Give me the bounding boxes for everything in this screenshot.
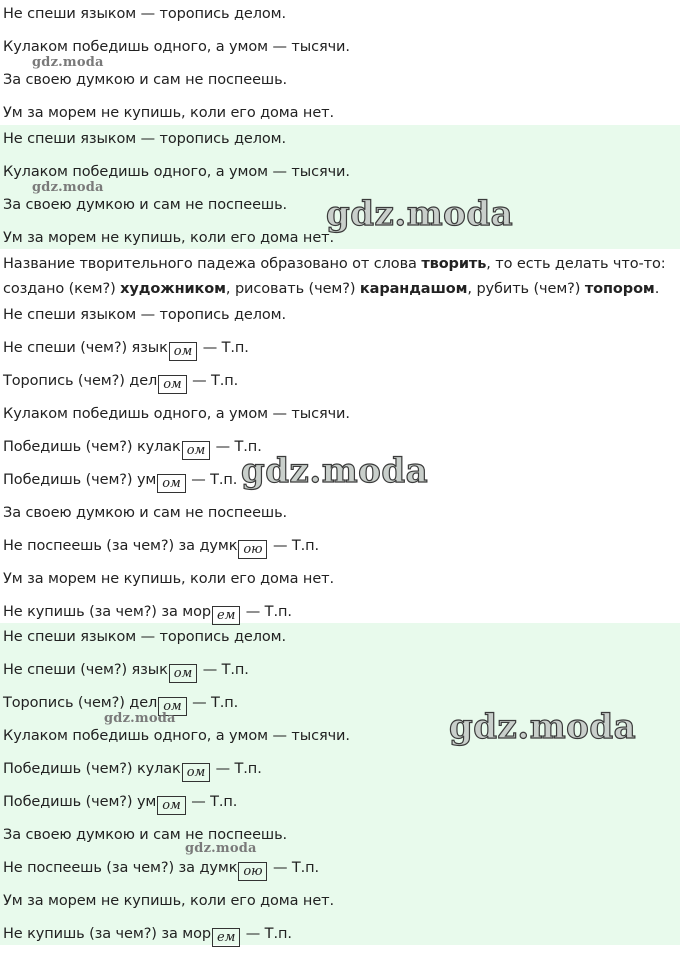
analysis-line: Торопись (чем?) дел ом — Т.п. [3, 695, 239, 714]
watermark-large: gdz.moda [449, 707, 637, 747]
ending-box: ом [158, 697, 186, 716]
ending-box: ом [157, 474, 185, 493]
proverb-line: За своею думкою и сам не поспеешь. [3, 72, 288, 88]
analysis-line: Победишь (чем?) кулак ом — Т.п. [3, 439, 262, 458]
proverb-line: Кулаком победишь одного, а умом — тысячи. [3, 406, 350, 422]
analysis-line: Не спеши (чем?) язык ом — Т.п. [3, 662, 249, 681]
ending-box: ом [157, 796, 185, 815]
ending-box: ом [182, 763, 210, 782]
proverb-line: Ум за морем не купишь, коли его дома нет. [3, 230, 334, 246]
ending-box: ом [169, 342, 197, 361]
analysis-line: Торопись (чем?) дел ом — Т.п. [3, 373, 239, 392]
proverb-line: За своею думкою и сам не поспеешь. [3, 827, 288, 843]
analysis-line: Победишь (чем?) ум ом — Т.п. [3, 472, 238, 491]
proverb-line: Ум за морем не купишь, коли его дома нет. [3, 571, 334, 587]
proverb-line: Не спеши языком — торопись делом. [3, 629, 287, 645]
analysis-line: Не поспеешь (за чем?) за думк ою — Т.п. [3, 538, 320, 557]
analysis-line: Победишь (чем?) ум ом — Т.п. [3, 794, 238, 813]
proverb-line: За своею думкою и сам не поспеешь. [3, 505, 288, 521]
proverb-line: Кулаком победишь одного, а умом — тысячи. [3, 164, 350, 180]
ending-box: ом [158, 375, 186, 394]
analysis-line: Не спеши (чем?) язык ом — Т.п. [3, 340, 249, 359]
ending-box: ом [169, 664, 197, 683]
ending-box: ом [182, 441, 210, 460]
analysis-line: Не поспеешь (за чем?) за думк ою — Т.п. [3, 860, 320, 879]
watermark-small: gdz.moda [185, 841, 257, 856]
proverb-line: За своею думкою и сам не поспеешь. [3, 197, 288, 213]
proverb-line: Не спеши языком — торопись делом. [3, 307, 287, 323]
explanation-line: Название творительного падежа образовано от слова творить, то есть делать что-то: [3, 256, 666, 272]
proverb-line: Ум за морем не купишь, коли его дома нет. [3, 105, 334, 121]
ending-box: ою [238, 862, 267, 881]
watermark-large: gdz.moda [326, 194, 514, 234]
ending-box: ем [212, 928, 240, 947]
watermark-small: gdz.moda [32, 180, 104, 195]
proverb-line: Ум за морем не купишь, коли его дома нет. [3, 893, 334, 909]
proverb-line: Кулаком победишь одного, а умом — тысячи. [3, 39, 350, 55]
watermark-large: gdz.moda [241, 451, 429, 491]
proverb-line: Не спеши языком — торопись делом. [3, 6, 287, 22]
watermark-small: gdz.moda [104, 711, 176, 726]
analysis-line: Не купишь (за чем?) за мор ем — Т.п. [3, 926, 292, 945]
ending-box: ем [212, 606, 240, 625]
watermark-small: gdz.moda [32, 55, 104, 70]
analysis-line: Победишь (чем?) кулак ом — Т.п. [3, 761, 262, 780]
ending-box: ою [238, 540, 267, 559]
explanation-line: создано (кем?) художником, рисовать (чем?) карандашом, рубить (чем?) топором. [3, 281, 660, 297]
proverb-line: Кулаком победишь одного, а умом — тысячи. [3, 728, 350, 744]
analysis-line: Не купишь (за чем?) за мор ем — Т.п. [3, 604, 292, 623]
proverb-line: Не спеши языком — торопись делом. [3, 131, 287, 147]
